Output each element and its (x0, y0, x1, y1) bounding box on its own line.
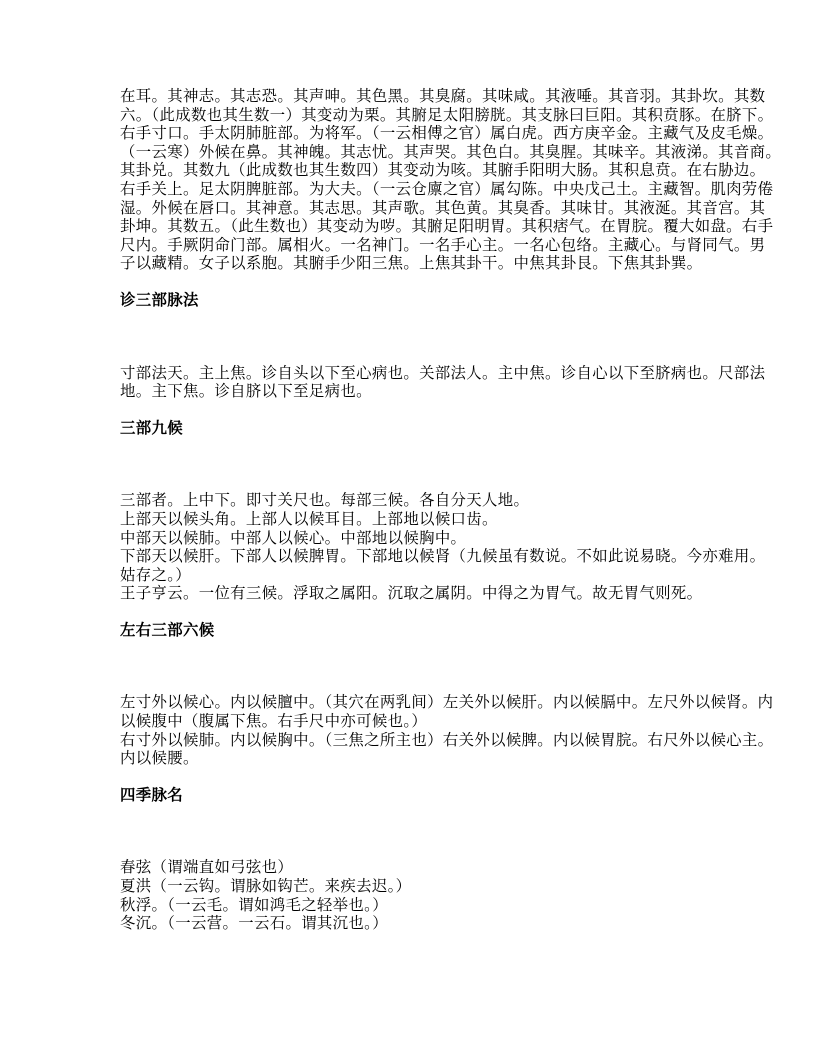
text-line: 以候腹中（腹属下焦。右手尺中亦可候也。） (120, 712, 428, 731)
text-line: 冬沉。（一云营。一云石。谓其沉也。） (120, 914, 388, 933)
text-line: 姑存之。） (120, 565, 192, 584)
text-line: 六。（此成数也其生数一）其变动为栗。其腑足太阳膀胱。其支脉曰巨阳。其积贲豚。在脐下。 (120, 105, 774, 124)
spacer (120, 273, 700, 291)
paragraph-left-right-six-indicators (120, 693, 774, 768)
text-line: 左寸外以候心。内以候膻中。（其穴在两乳间）左关外以候肝。内以候膈中。左尺外以候肾。内 (120, 693, 774, 712)
section-heading-four-seasons-pulse-names: 四季脉名 (120, 785, 183, 804)
text-line: 在耳。其神志。其志恐。其声呻。其色黑。其臭腐。其味咸。其液唾。其音羽。其卦坎。其数 (120, 87, 766, 105)
paragraph-three-parts-nine-indicators (120, 491, 766, 603)
spacer (120, 437, 700, 491)
text-line: 卦坤。其数五。（此生数也）其变动为哕。其腑足阳明胃。其积痞气。在胃脘。覆大如盘。右手 (120, 217, 774, 236)
spacer (120, 603, 700, 621)
paragraph-four-seasons-pulse-names (120, 858, 700, 932)
text-line: 湿。外候在唇口。其神意。其志思。其声歌。其色黄。其臭香。其味甘。其液涎。其音宫。其 (120, 198, 766, 217)
spacer (120, 804, 700, 858)
spacer (120, 639, 700, 693)
text-line: 秋浮。（一云毛。谓如鸿毛之轻举也。） (120, 895, 388, 914)
text-line: 夏洪（一云钩。谓脉如钩芒。来疾去迟。） (120, 877, 412, 896)
text-line: 三部者。上中下。即寸关尺也。每部三候。各自分天人地。 (120, 491, 530, 510)
document-page (120, 87, 782, 933)
text-line: 子以藏精。女子以系胞。其腑手少阳三焦。上焦其卦干。中焦其卦艮。下焦其卦巽。 (120, 254, 703, 273)
text-line: 下部天以候肝。下部人以候脾胃。下部地以候肾（九候虽有数说。不如此说易晓。今亦难用。 (120, 547, 766, 566)
section-heading-three-parts-nine-indicators: 三部九候 (120, 418, 183, 437)
text-line: 地。主下焦。诊自脐以下至足病也。 (120, 382, 372, 401)
text-line: 右手关上。足太阴脾脏部。为大夫。（一云仓廪之官）属勾陈。中央戊己土。主藏智。肌肉劳倦 (120, 179, 774, 198)
spacer (120, 401, 700, 419)
text-line: 右寸外以候肺。内以候胸中。（三焦之所主也）右关外以候脾。内以候胃脘。右尺外以候心主。 (120, 730, 774, 749)
text-line: 其卦兑。其数九（此成数也其生数四）其变动为咳。其腑手阳明大肠。其积息贲。在右胁边。 (120, 161, 766, 180)
spacer (120, 310, 700, 364)
section-heading-three-parts-pulse-method: 诊三部脉法 (120, 290, 199, 309)
text-line: 右手寸口。手太阴肺脏部。为将军。（一云相傅之官）属白虎。西方庚辛金。主藏气及皮毛燥。 (120, 124, 774, 143)
text-line: 上部天以候头角。上部人以候耳目。上部地以候口齿。 (120, 509, 498, 528)
paragraph-organ-correspondences (120, 87, 782, 273)
spacer (120, 768, 700, 786)
text-line: 中部天以候肺。中部人以候心。中部地以候胸中。 (120, 528, 467, 547)
text-line: 尺内。手厥阴命门部。属相火。一名神门。一名手心主。一名心包络。主藏心。与肾同气。男 (120, 235, 766, 254)
text-line: 王子亨云。一位有三候。浮取之属阳。沉取之属阴。中得之为胃气。故无胃气则死。 (120, 584, 703, 603)
text-line: 春弦（谓端直如弓弦也） (120, 858, 294, 877)
text-line: 内以候腰。 (120, 749, 199, 768)
text-line: 寸部法天。主上焦。诊自头以下至心病也。关部法人。主中焦。诊自心以下至脐病也。尺部法 (120, 363, 766, 382)
text-line: （一云寒）外候在鼻。其神魄。其志忧。其声哭。其色白。其臭腥。其味辛。其液涕。其音商。 (120, 142, 782, 161)
paragraph-three-parts-pulse-method (120, 363, 766, 401)
section-heading-left-right-six-indicators: 左右三部六候 (120, 620, 215, 639)
